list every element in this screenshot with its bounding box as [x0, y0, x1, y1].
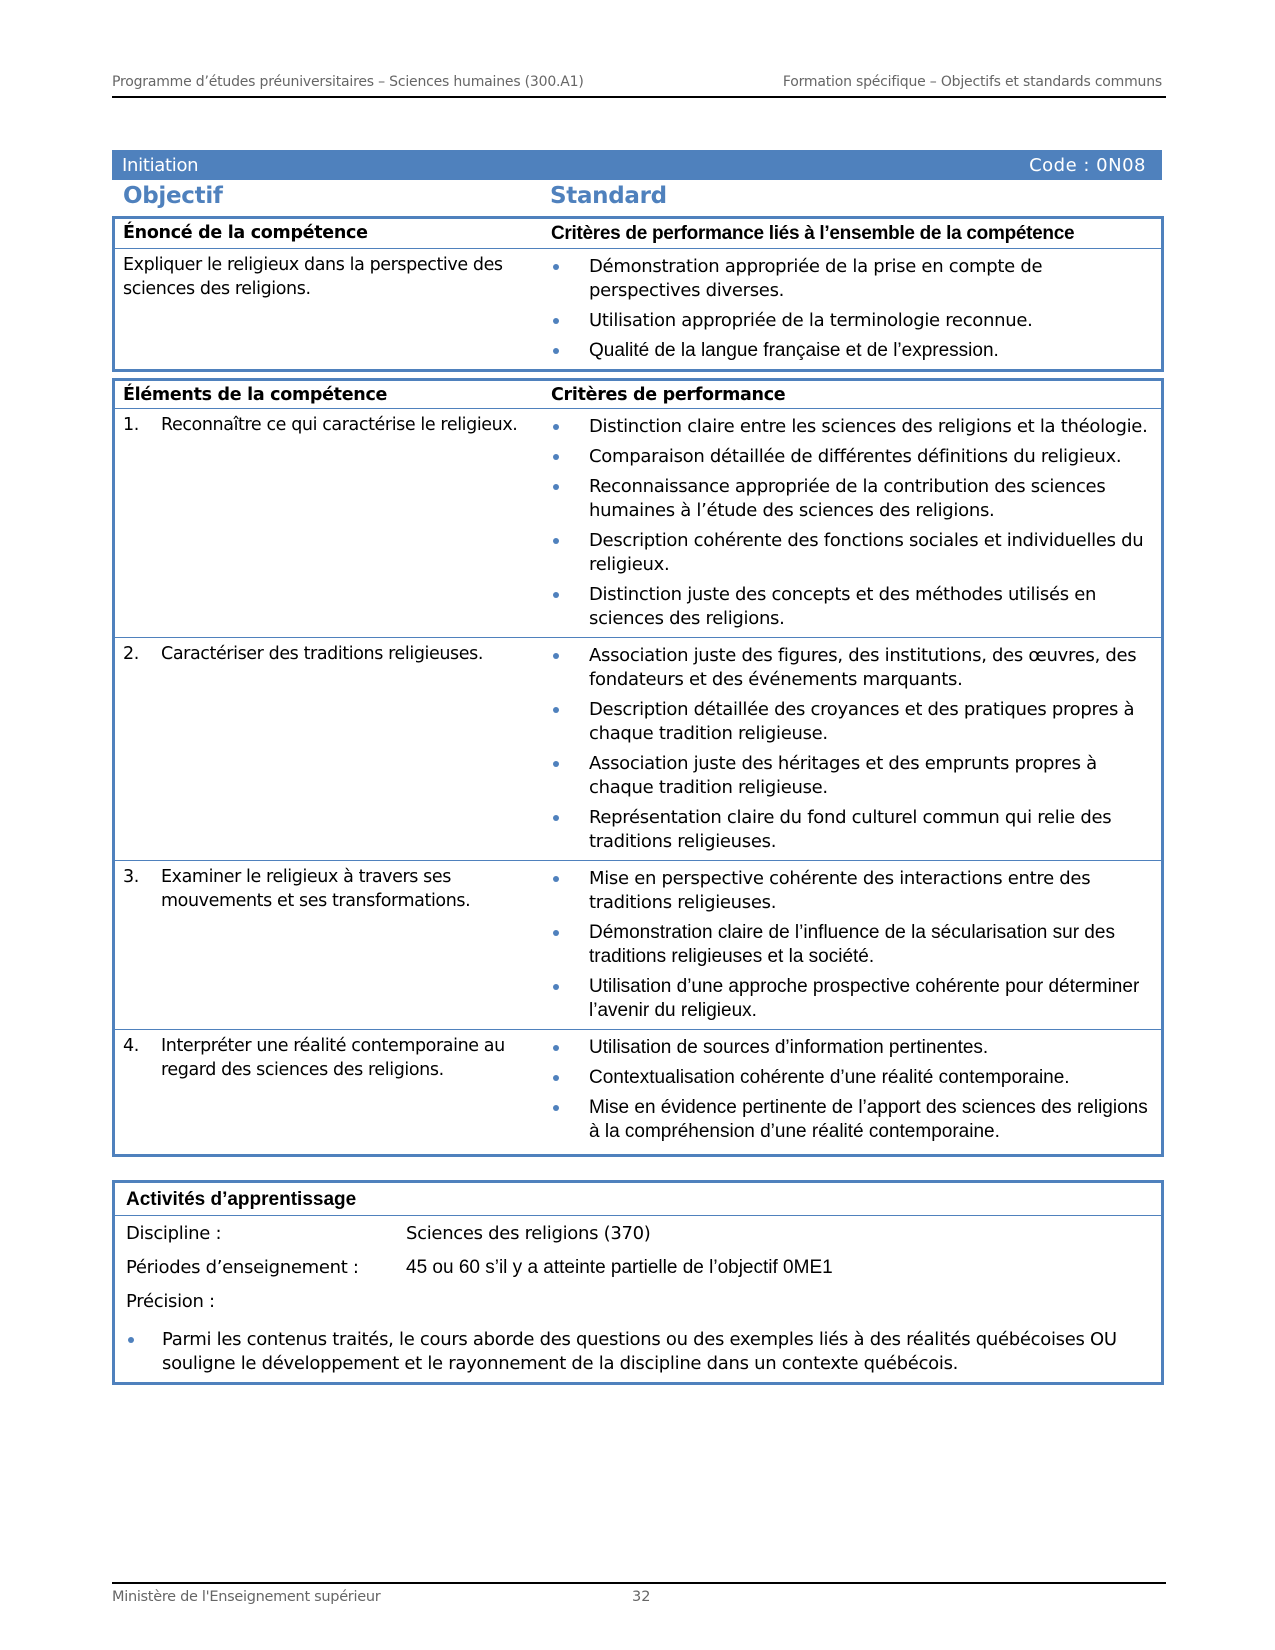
elements-header: Éléments de la compétence	[123, 385, 388, 405]
bullet-icon	[553, 348, 559, 354]
header-program-title: Programme d’études préuniversitaires – Sciences humaines (300.A1)	[112, 74, 584, 90]
list-item: Contextualisation cohérente d’une réalité contemporaine.	[551, 1066, 1153, 1090]
criteria-header: Critères de performance	[551, 385, 786, 405]
list-item: Utilisation appropriée de la terminologie reconnue.	[551, 309, 1153, 333]
list-item: Description cohérente des fonctions sociales et individuelles du religieux.	[551, 529, 1153, 577]
bullet-icon	[553, 984, 559, 990]
bullet-icon	[553, 484, 559, 490]
bullet-icon	[553, 761, 559, 767]
precision-list	[115, 1318, 1161, 1382]
standard-heading: Standard	[550, 183, 667, 209]
objective-code: Code : 0N08	[1029, 155, 1146, 176]
list-item: Démonstration appropriée de la prise en compte de perspectives diverses.	[551, 255, 1153, 303]
list-item: Distinction juste des concepts et des méthodes utilisés en sciences des religions.	[551, 583, 1153, 631]
element-criteria-list	[551, 867, 1153, 1023]
competence-criteria-header: Critères de performance liés à l’ensemble de la compétence	[551, 223, 1075, 244]
elements-header-row	[115, 381, 1161, 408]
precision-row	[115, 1284, 1161, 1318]
bullet-icon	[553, 876, 559, 882]
element-criteria-list	[551, 1036, 1153, 1144]
list-item: Représentation claire du fond culturel commun qui relie des traditions religieuses.	[551, 806, 1153, 854]
element-number: 3.	[123, 867, 139, 887]
bullet-icon	[553, 815, 559, 821]
discipline-value: Sciences des religions (370)	[406, 1223, 651, 1244]
footer-ministry: Ministère de l'Enseignement supérieur	[112, 1589, 381, 1605]
list-item: Parmi les contenus traités, le cours aborde des questions ou des exemples liés à des réalités québécoises OU souligne le développement et le rayonnement de la discipline dans un contexte québécois.	[126, 1328, 1150, 1376]
list-item: Comparaison détaillée de différentes définitions du religieux.	[551, 445, 1153, 469]
list-item: Utilisation d’une approche prospective cohérente pour déterminer l’avenir du religieux.	[551, 975, 1153, 1023]
bullet-icon	[553, 1075, 559, 1081]
element-number: 1.	[123, 415, 139, 435]
list-item: Démonstration claire de l’influence de la sécularisation sur des traditions religieuses et la société.	[551, 921, 1153, 969]
precision-label: Précision :	[126, 1291, 215, 1312]
periods-value: 45 ou 60 s’il y a atteinte partielle de l’objectif 0ME1	[406, 1257, 833, 1278]
bullet-icon	[553, 424, 559, 430]
element-number: 4.	[123, 1036, 139, 1056]
element-text: Examiner le religieux à travers ses mouvements et ses transformations.	[161, 867, 471, 911]
bullet-icon	[553, 592, 559, 598]
element-criteria-list	[551, 644, 1153, 854]
bullet-icon	[553, 1105, 559, 1111]
page-number: 32	[632, 1589, 651, 1605]
element-criteria-list	[551, 415, 1153, 631]
element-text: Caractériser des traditions religieuses.	[161, 644, 484, 664]
elements-table	[112, 378, 1164, 1157]
bullet-icon	[553, 454, 559, 460]
element-row-2	[115, 637, 1161, 860]
bullet-icon	[128, 1337, 134, 1343]
element-number: 2.	[123, 644, 139, 664]
discipline-row	[115, 1216, 1161, 1250]
bullet-icon	[553, 707, 559, 713]
list-item: Reconnaissance appropriée de la contribution des sciences humaines à l’étude des sciences des religions.	[551, 475, 1153, 523]
learning-activities-box	[112, 1180, 1164, 1385]
list-item: Qualité de la langue française et de l’expression.	[551, 339, 1153, 363]
objectif-heading: Objectif	[123, 183, 223, 209]
competence-table	[112, 216, 1164, 372]
element-text: Interpréter une réalité contemporaine au regard des sciences des religions.	[161, 1036, 505, 1080]
periods-label: Périodes d’enseignement :	[126, 1257, 359, 1278]
list-item: Mise en évidence pertinente de l’apport des sciences des religions à la compréhension d’une réalité contemporaine.	[551, 1096, 1153, 1144]
level-banner	[112, 150, 1162, 180]
list-item: Mise en perspective cohérente des interactions entre des traditions religieuses.	[551, 867, 1153, 915]
discipline-label: Discipline :	[126, 1223, 222, 1244]
element-row-3	[115, 860, 1161, 1029]
bullet-icon	[553, 318, 559, 324]
element-row-4	[115, 1029, 1161, 1154]
bullet-icon	[553, 264, 559, 270]
competence-criteria-list	[551, 255, 1153, 363]
list-item: Association juste des héritages et des emprunts propres à chaque tradition religieuse.	[551, 752, 1153, 800]
bullet-icon	[553, 653, 559, 659]
list-item: Description détaillée des croyances et des pratiques propres à chaque tradition religieuse.	[551, 698, 1153, 746]
bullet-icon	[553, 930, 559, 936]
header-section-title: Formation spécifique – Objectifs et standards communs	[782, 74, 1162, 90]
list-item: Distinction claire entre les sciences des religions et la théologie.	[551, 415, 1153, 439]
competence-header-row	[115, 219, 1161, 248]
competence-body-row	[115, 248, 1161, 369]
competence-statement-header: Énoncé de la compétence	[123, 223, 368, 243]
bullet-icon	[553, 1045, 559, 1051]
page-footer	[112, 1582, 1166, 1605]
periods-row	[115, 1250, 1161, 1284]
page-header	[112, 72, 1166, 98]
competence-statement: Expliquer le religieux dans la perspective des sciences des religions.	[123, 255, 503, 299]
element-row-1	[115, 408, 1161, 637]
level-label: Initiation	[122, 155, 199, 176]
element-text: Reconnaître ce qui caractérise le religieux.	[161, 415, 518, 435]
list-item: Utilisation de sources d’information pertinentes.	[551, 1036, 1153, 1060]
bullet-icon	[553, 538, 559, 544]
list-item: Association juste des figures, des institutions, des œuvres, des fondateurs et des événements marquants.	[551, 644, 1153, 692]
activities-header: Activités d’apprentissage	[115, 1183, 1161, 1216]
